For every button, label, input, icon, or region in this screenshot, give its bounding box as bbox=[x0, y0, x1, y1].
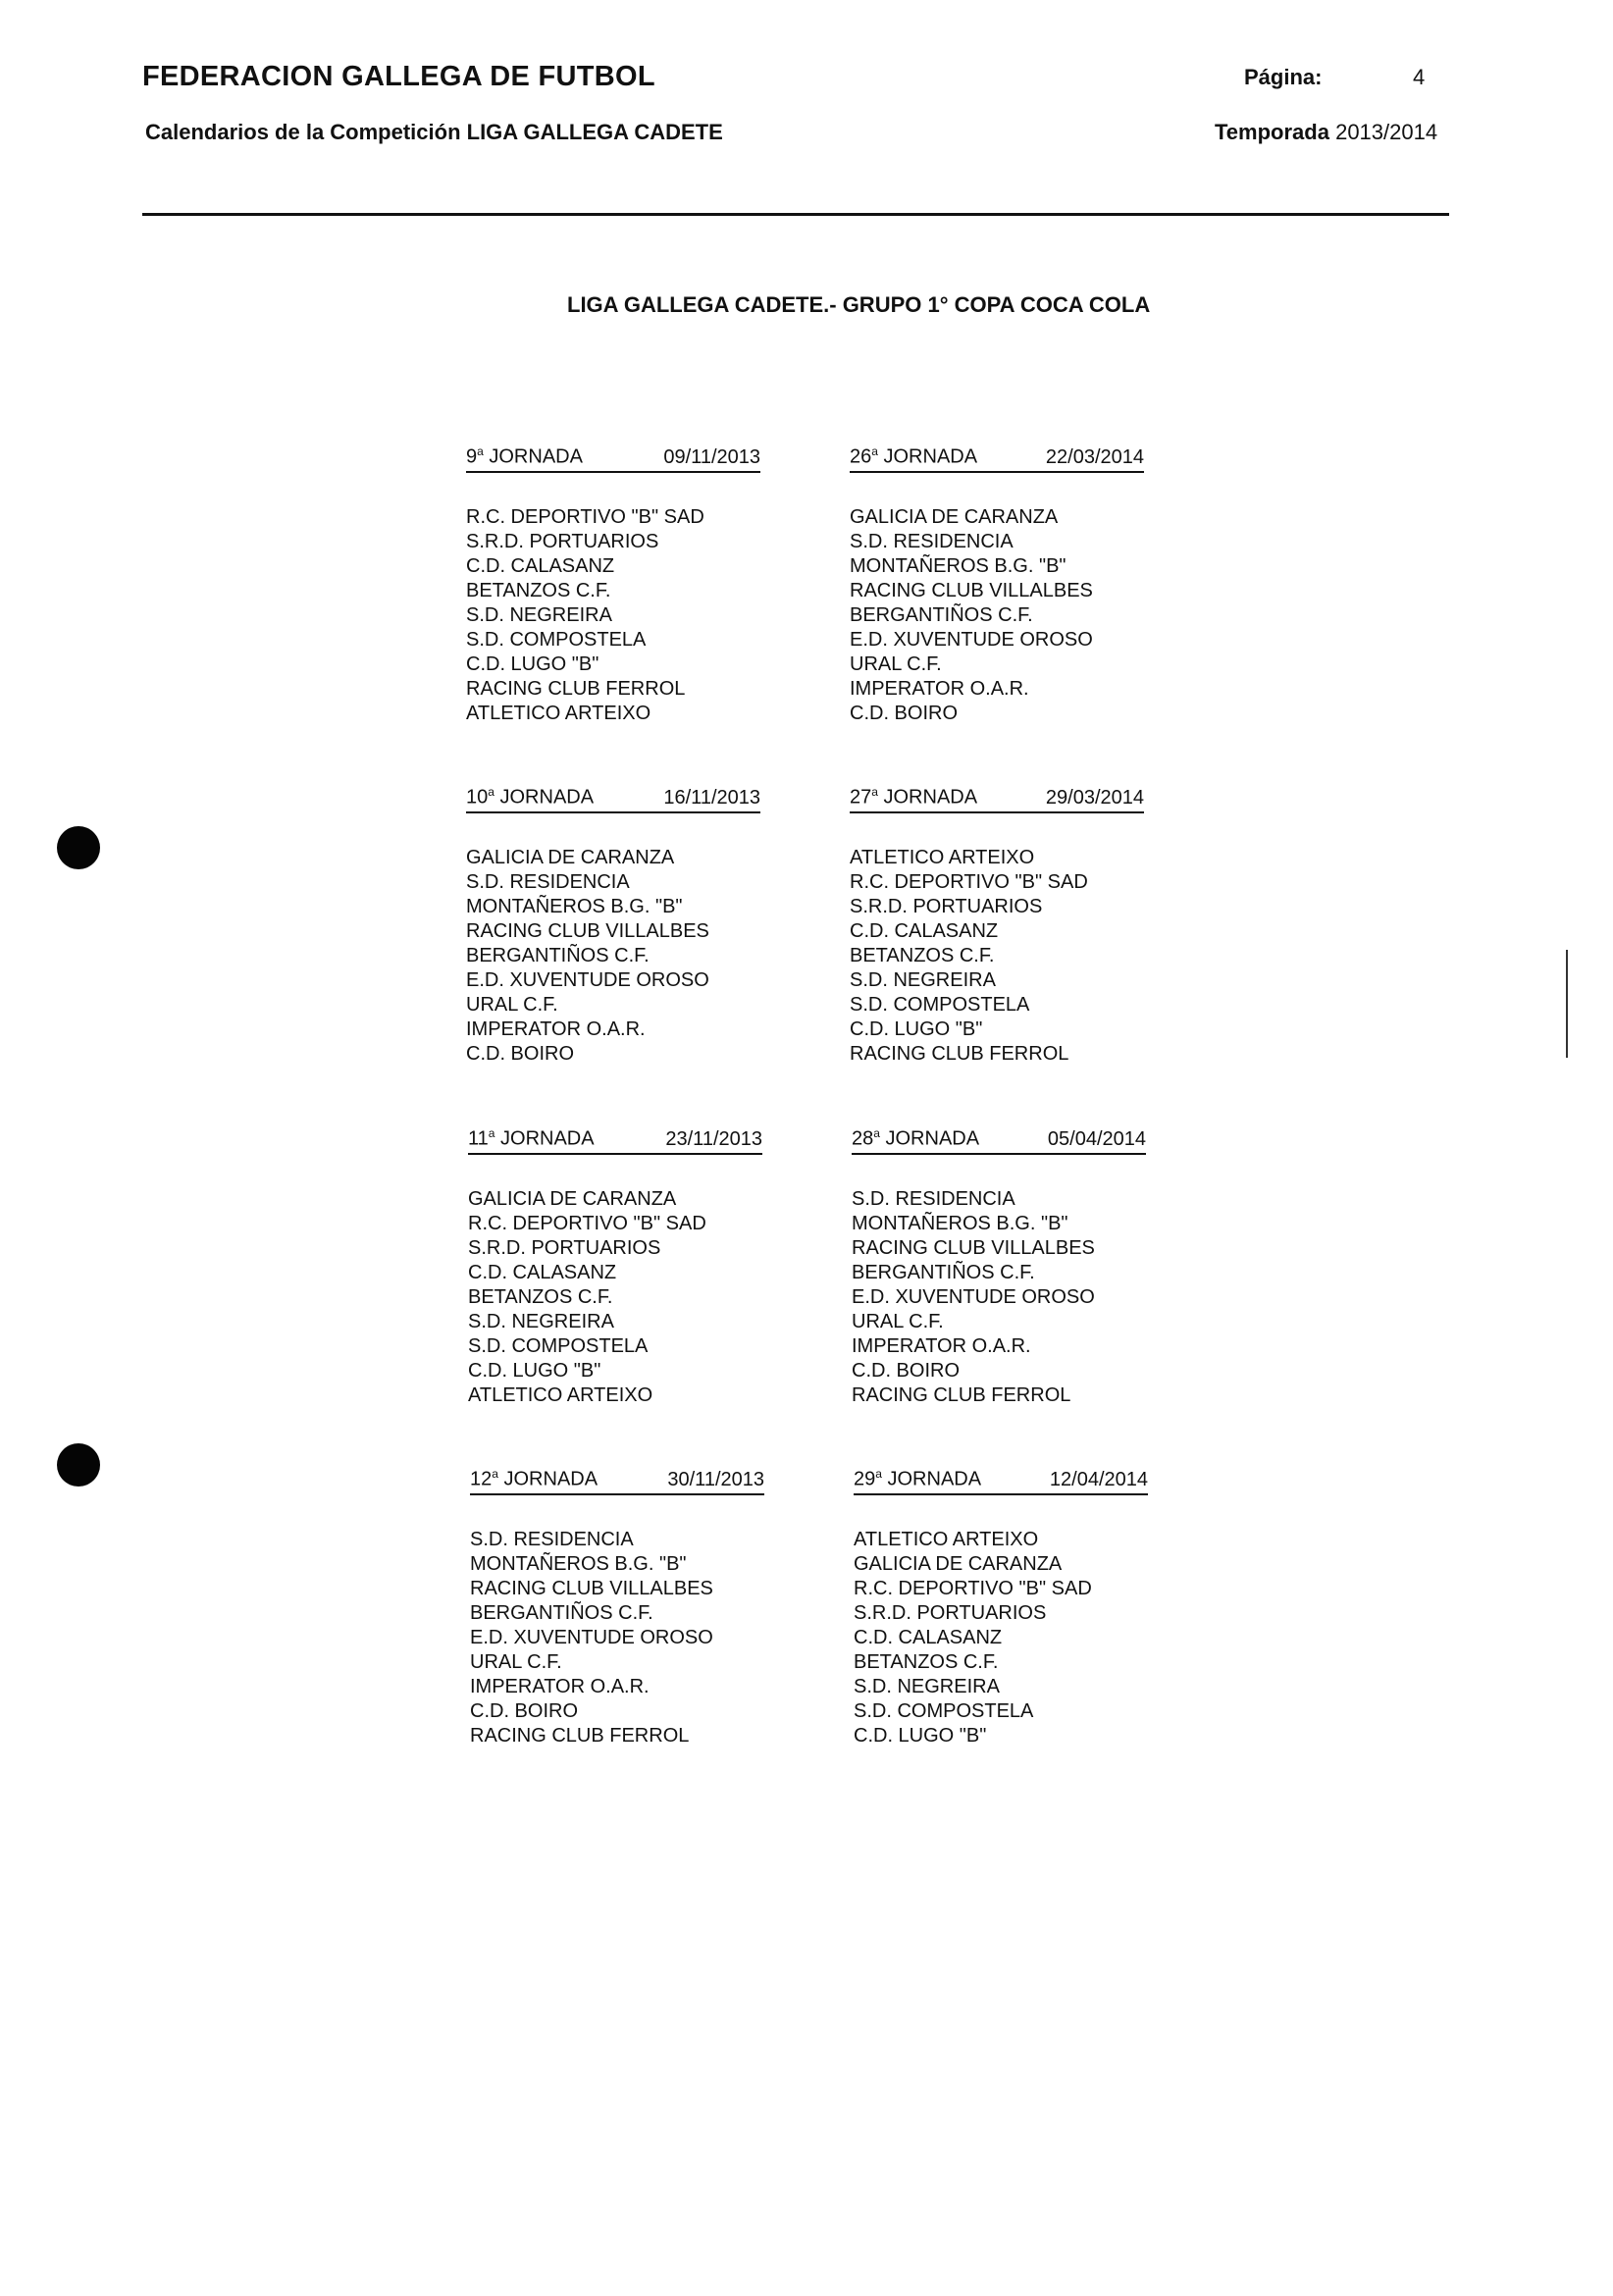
jornada-number: 26 bbox=[850, 445, 872, 468]
team-name: RACING CLUB FERROL bbox=[852, 1383, 1071, 1406]
team-name: R.C. DEPORTIVO "B" SAD bbox=[468, 1212, 706, 1234]
team-name: C.D. CALASANZ bbox=[850, 919, 999, 942]
team-list bbox=[854, 1528, 1148, 1748]
team-name: RACING CLUB VILLALBES bbox=[470, 1577, 713, 1599]
jornada-label: JORNADA bbox=[489, 445, 583, 468]
jornada-header bbox=[466, 780, 760, 813]
jornada-date: 05/04/2014 bbox=[1047, 1127, 1146, 1150]
team-name: C.D. LUGO "B" bbox=[850, 1018, 983, 1040]
page-label: Página: bbox=[1244, 65, 1323, 89]
team-list bbox=[468, 1187, 762, 1408]
team-name: ATLETICO ARTEIXO bbox=[468, 1383, 653, 1406]
team-name: RACING CLUB VILLALBES bbox=[466, 919, 709, 942]
jornada-title: 12$^a$ JORNADA bbox=[470, 1467, 598, 1490]
team-name: E.D. XUVENTUDE OROSO bbox=[466, 968, 709, 991]
jornada-number: 11 bbox=[468, 1127, 489, 1150]
jornada-header bbox=[850, 780, 1144, 813]
team-name: MONTAÑEROS B.G. "B" bbox=[852, 1212, 1068, 1234]
jornada-label: JORNADA bbox=[883, 445, 978, 468]
jornada-title: 11$^a$ JORNADA bbox=[468, 1126, 595, 1150]
team-name: BERGANTIÑOS C.F. bbox=[850, 603, 1033, 626]
team-name: IMPERATOR O.A.R. bbox=[470, 1675, 650, 1697]
jornada-block bbox=[852, 1122, 1146, 1408]
jornada-label: JORNADA bbox=[887, 1468, 982, 1490]
jornada-date: 22/03/2014 bbox=[1045, 445, 1144, 468]
jornada-number: 12 bbox=[470, 1468, 493, 1490]
jornada-title: 26$^a$ JORNADA bbox=[850, 444, 978, 468]
team-name: S.R.D. PORTUARIOS bbox=[468, 1236, 661, 1259]
team-name: S.D. COMPOSTELA bbox=[850, 993, 1030, 1016]
team-name: C.D. BOIRO bbox=[852, 1359, 961, 1382]
jornada-number: 10 bbox=[466, 786, 489, 809]
jornada-block bbox=[850, 780, 1144, 1067]
team-name: S.R.D. PORTUARIOS bbox=[850, 895, 1043, 917]
team-name: GALICIA DE CARANZA bbox=[466, 846, 675, 868]
team-name: GALICIA DE CARANZA bbox=[854, 1552, 1063, 1575]
team-name: IMPERATOR O.A.R. bbox=[852, 1334, 1031, 1357]
organization-title: FEDERACION GALLEGA DE FUTBOL bbox=[142, 61, 655, 92]
team-name: C.D. BOIRO bbox=[850, 702, 959, 724]
team-name: RACING CLUB VILLALBES bbox=[852, 1236, 1095, 1259]
team-name: C.D. LUGO "B" bbox=[466, 652, 599, 675]
jornada-header bbox=[468, 1122, 762, 1155]
team-name: MONTAÑEROS B.G. "B" bbox=[850, 554, 1067, 577]
team-name: MONTAÑEROS B.G. "B" bbox=[470, 1552, 687, 1575]
team-name: BERGANTIÑOS C.F. bbox=[852, 1261, 1035, 1283]
team-name: MONTAÑEROS B.G. "B" bbox=[466, 895, 683, 917]
team-name: S.D. NEGREIRA bbox=[854, 1675, 1000, 1697]
team-name: ATLETICO ARTEIXO bbox=[854, 1528, 1039, 1550]
team-name: C.D. BOIRO bbox=[466, 1042, 575, 1065]
team-name: GALICIA DE CARANZA bbox=[850, 505, 1059, 528]
jornada-date: 23/11/2013 bbox=[665, 1127, 762, 1150]
jornada-label: JORNADA bbox=[883, 786, 978, 809]
team-name: BETANZOS C.F. bbox=[850, 944, 995, 966]
team-name: S.D. NEGREIRA bbox=[850, 968, 996, 991]
competition-title: LIGA GALLEGA CADETE.- GRUPO 1° COPA COCA COLA bbox=[567, 292, 1151, 317]
jornada-block bbox=[470, 1462, 764, 1748]
jornada-label: JORNADA bbox=[500, 1127, 595, 1150]
jornada-header bbox=[850, 440, 1144, 473]
team-name: S.D. COMPOSTELA bbox=[468, 1334, 649, 1357]
team-name: URAL C.F. bbox=[850, 652, 942, 675]
jornada-block bbox=[850, 440, 1144, 726]
jornada-header bbox=[466, 440, 760, 473]
team-name: C.D. LUGO "B" bbox=[468, 1359, 601, 1382]
jornada-label: JORNADA bbox=[499, 786, 595, 809]
team-name: S.D. RESIDENCIA bbox=[470, 1528, 634, 1550]
jornada-number: 29 bbox=[854, 1468, 876, 1490]
team-name: S.D. RESIDENCIA bbox=[852, 1187, 1015, 1210]
jornada-label: JORNADA bbox=[503, 1468, 598, 1490]
jornada-date: 12/04/2014 bbox=[1049, 1468, 1148, 1490]
team-name: BETANZOS C.F. bbox=[854, 1650, 999, 1673]
team-name: BERGANTIÑOS C.F. bbox=[470, 1601, 653, 1624]
team-list bbox=[852, 1187, 1146, 1408]
team-name: RACING CLUB FERROL bbox=[470, 1724, 690, 1747]
team-name: E.D. XUVENTUDE OROSO bbox=[470, 1626, 713, 1648]
team-list bbox=[850, 846, 1144, 1067]
team-name: R.C. DEPORTIVO "B" SAD bbox=[850, 870, 1088, 893]
season bbox=[1215, 120, 1437, 145]
team-name: URAL C.F. bbox=[466, 993, 558, 1016]
team-name: C.D. CALASANZ bbox=[854, 1626, 1003, 1648]
jornada-title: 29$^a$ JORNADA bbox=[854, 1467, 982, 1490]
punch-hole bbox=[57, 826, 100, 869]
team-name: S.D. NEGREIRA bbox=[468, 1310, 614, 1332]
team-name: ATLETICO ARTEIXO bbox=[850, 846, 1035, 868]
team-name: BETANZOS C.F. bbox=[468, 1285, 613, 1308]
jornada-header bbox=[470, 1462, 764, 1495]
jornada-label: JORNADA bbox=[885, 1127, 980, 1150]
jornada-number: 9 bbox=[466, 445, 478, 468]
jornada-date: 09/11/2013 bbox=[663, 445, 760, 468]
jornada-title: 27$^a$ JORNADA bbox=[850, 785, 978, 809]
team-name: C.D. BOIRO bbox=[470, 1699, 579, 1722]
team-name: C.D. CALASANZ bbox=[466, 554, 615, 577]
jornada-block bbox=[466, 440, 760, 726]
team-name: URAL C.F. bbox=[470, 1650, 562, 1673]
team-list bbox=[850, 505, 1144, 726]
header-rule bbox=[142, 213, 1449, 216]
team-name: C.D. LUGO "B" bbox=[854, 1724, 987, 1747]
team-name: RACING CLUB FERROL bbox=[850, 1042, 1069, 1065]
jornada-number: 27 bbox=[850, 786, 872, 809]
team-name: BERGANTIÑOS C.F. bbox=[466, 944, 650, 966]
team-name: S.D. COMPOSTELA bbox=[854, 1699, 1034, 1722]
jornada-title: 28$^a$ JORNADA bbox=[852, 1126, 980, 1150]
jornada-date: 30/11/2013 bbox=[667, 1468, 764, 1490]
jornada-block bbox=[468, 1122, 762, 1408]
jornada-number: 28 bbox=[852, 1127, 874, 1150]
team-name: S.D. NEGREIRA bbox=[466, 603, 612, 626]
team-name: R.C. DEPORTIVO "B" SAD bbox=[466, 505, 704, 528]
scan-mark bbox=[1566, 950, 1568, 1058]
team-name: S.D. RESIDENCIA bbox=[850, 530, 1014, 552]
team-name: E.D. XUVENTUDE OROSO bbox=[850, 628, 1093, 651]
jornada-date: 16/11/2013 bbox=[663, 786, 760, 809]
calendar-label: Calendarios de la Competición LIGA GALLEGA CADETE bbox=[145, 120, 723, 144]
team-name: RACING CLUB FERROL bbox=[466, 677, 686, 700]
team-name: IMPERATOR O.A.R. bbox=[466, 1018, 646, 1040]
team-name: BETANZOS C.F. bbox=[466, 579, 611, 601]
season-value: 2013/2014 bbox=[1335, 120, 1438, 144]
team-name: GALICIA DE CARANZA bbox=[468, 1187, 677, 1210]
team-name: E.D. XUVENTUDE OROSO bbox=[852, 1285, 1095, 1308]
jornada-header bbox=[854, 1462, 1148, 1495]
punch-hole bbox=[57, 1443, 100, 1487]
team-name: R.C. DEPORTIVO "B" SAD bbox=[854, 1577, 1092, 1599]
jornada-title: 9$^a$ JORNADA bbox=[466, 444, 583, 468]
team-name: IMPERATOR O.A.R. bbox=[850, 677, 1029, 700]
page-number: 4 bbox=[1413, 65, 1426, 89]
team-name: URAL C.F. bbox=[852, 1310, 944, 1332]
team-name: RACING CLUB VILLALBES bbox=[850, 579, 1093, 601]
team-name: C.D. CALASANZ bbox=[468, 1261, 617, 1283]
jornada-block bbox=[854, 1462, 1148, 1748]
jornada-date: 29/03/2014 bbox=[1045, 786, 1144, 809]
team-list bbox=[470, 1528, 764, 1748]
team-name: S.R.D. PORTUARIOS bbox=[466, 530, 659, 552]
team-list bbox=[466, 505, 760, 726]
season-label: Temporada bbox=[1215, 120, 1329, 144]
team-name: ATLETICO ARTEIXO bbox=[466, 702, 651, 724]
team-name: S.D. RESIDENCIA bbox=[466, 870, 630, 893]
jornada-block bbox=[466, 780, 760, 1067]
jornada-title: 10$^a$ JORNADA bbox=[466, 785, 595, 809]
jornada-header bbox=[852, 1122, 1146, 1155]
team-list bbox=[466, 846, 760, 1067]
team-name: S.D. COMPOSTELA bbox=[466, 628, 647, 651]
team-name: S.R.D. PORTUARIOS bbox=[854, 1601, 1047, 1624]
